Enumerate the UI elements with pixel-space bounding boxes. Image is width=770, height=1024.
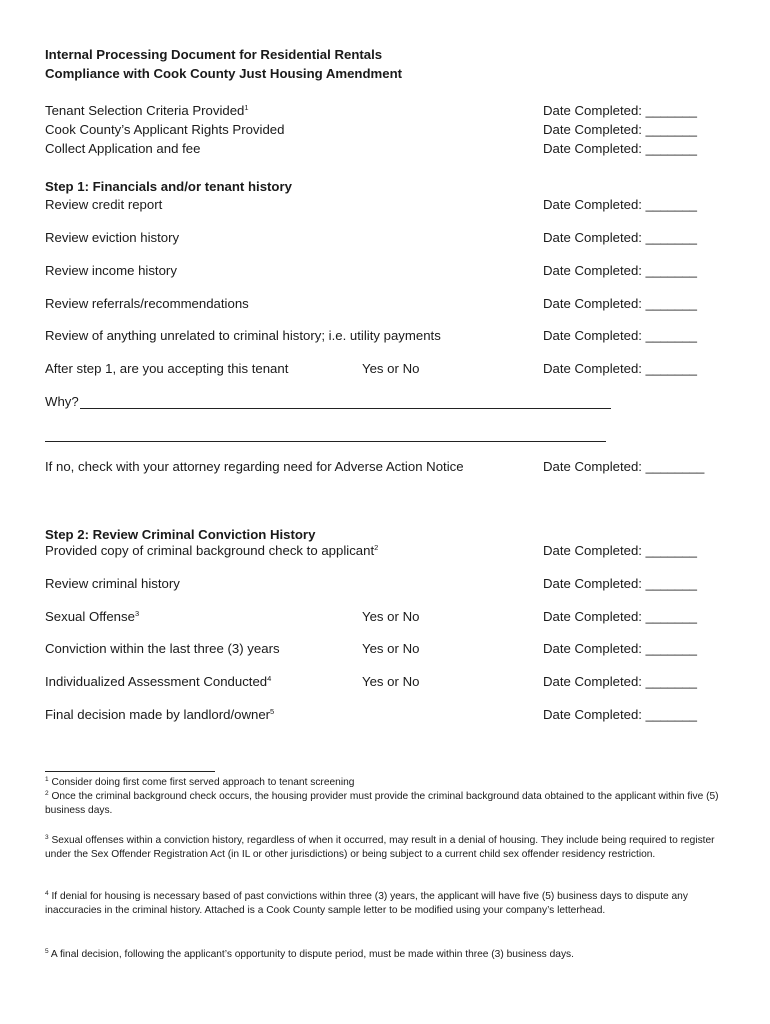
- intro-item-label: Tenant Selection Criteria Provided$^1$: [45, 103, 249, 118]
- footnote: $^5$ A final decision, following the applicant’s opportunity to dispute period, must be made within three (3) business days.: [45, 948, 574, 960]
- step1-date-field[interactable]: Date Completed: _______: [543, 197, 697, 212]
- step2-date-field[interactable]: Date Completed: _______: [543, 641, 697, 656]
- step2-date-field[interactable]: Date Completed: _______: [543, 576, 697, 591]
- step1-row-label: Review referrals/recommendations: [45, 296, 249, 311]
- step1-date-field[interactable]: Date Completed: _______: [543, 230, 697, 245]
- step1-row-label: Review eviction history: [45, 230, 180, 245]
- document-title-line1: Internal Processing Document for Residential Rentals: [45, 47, 383, 62]
- footnote-ref: 4: [267, 674, 272, 683]
- step1-heading: Step 1: Financials and/or tenant history: [45, 179, 292, 194]
- footnote-ref: 3: [134, 609, 140, 618]
- intro-date-field[interactable]: Date Completed: _______: [543, 141, 697, 156]
- step1-date-field[interactable]: Date Completed: _______: [543, 361, 697, 376]
- step2-row-label: Sexual Offense$^3$: [45, 609, 140, 624]
- intro-date-field[interactable]: Date Completed: _______: [543, 122, 697, 137]
- yes-no-answer[interactable]: Yes or No: [362, 641, 420, 656]
- footnote: $^4$ If denial for housing is necessary based of past convictions within three (3) years, the applicant will have five (5) business days to dispute any inaccuracies in the criminal history. Attached is a Cook County sample letter to be modified using your company’s letterhead.: [45, 890, 688, 916]
- why-answer-line[interactable]: [45, 441, 606, 442]
- document-title-line2: Compliance with Cook County Just Housing Amendment: [45, 66, 403, 81]
- step2-date-field[interactable]: Date Completed: _______: [543, 609, 697, 624]
- why-label: Why?: [45, 394, 79, 409]
- step1-row-label: Review credit report: [45, 197, 163, 212]
- step2-date-field[interactable]: Date Completed: _______: [543, 674, 697, 689]
- step1-date-field[interactable]: Date Completed: _______: [543, 263, 697, 278]
- footnote: $^2$ Once the criminal background check occurs, the housing provider must provide the criminal background data obtained to the applicant within five (5) business days.: [45, 790, 719, 816]
- step1-date-field[interactable]: Date Completed: _______: [543, 296, 697, 311]
- step1-row-label: Review of anything unrelated to criminal history; i.e. utility payments: [45, 328, 441, 343]
- step2-date-field[interactable]: Date Completed: _______: [543, 543, 697, 558]
- step2-heading: Step 2: Review Criminal Conviction History: [45, 527, 316, 542]
- attorney-date-field[interactable]: Date Completed: ________: [543, 459, 705, 474]
- footnote-ref: 2: [374, 543, 379, 552]
- step2-row-label: Review criminal history: [45, 576, 180, 591]
- footnote-ref: 1: [244, 103, 249, 112]
- step1-row-label: Review income history: [45, 263, 177, 278]
- footnote: $^1$ Consider doing first come first served approach to tenant screening: [45, 776, 355, 788]
- yes-no-answer[interactable]: Yes or No: [362, 361, 420, 376]
- step2-row-label: Conviction within the last three (3) years: [45, 641, 280, 656]
- yes-no-answer[interactable]: Yes or No: [362, 609, 420, 624]
- why-answer-line[interactable]: [80, 408, 611, 409]
- step2-row-label: Final decision made by landlord/owner$^5$: [45, 707, 275, 722]
- footnote: $^3$ Sexual offenses within a conviction history, regardless of when it occurred, may result in a denial of housing. They include being required to register under the Sex Offender Registration Act (in IL or other jurisdictions) or being subject to a current child sex offender residency restriction.: [45, 834, 715, 860]
- step1-row-label: After step 1, are you accepting this tenant: [45, 361, 289, 376]
- step2-row-label: Provided copy of criminal background check to applicant$^2$: [45, 543, 379, 558]
- attorney-note: If no, check with your attorney regarding need for Adverse Action Notice: [45, 459, 464, 474]
- footnote-separator: [45, 771, 215, 772]
- intro-item-label: Collect Application and fee: [45, 141, 201, 156]
- step1-date-field[interactable]: Date Completed: _______: [543, 328, 697, 343]
- step2-row-label: Individualized Assessment Conducted$^4$: [45, 674, 272, 689]
- footnote-ref: 5: [270, 707, 275, 716]
- yes-no-answer[interactable]: Yes or No: [362, 674, 420, 689]
- step2-date-field[interactable]: Date Completed: _______: [543, 707, 697, 722]
- intro-date-field[interactable]: Date Completed: _______: [543, 103, 697, 118]
- intro-item-label: Cook County’s Applicant Rights Provided: [45, 122, 285, 137]
